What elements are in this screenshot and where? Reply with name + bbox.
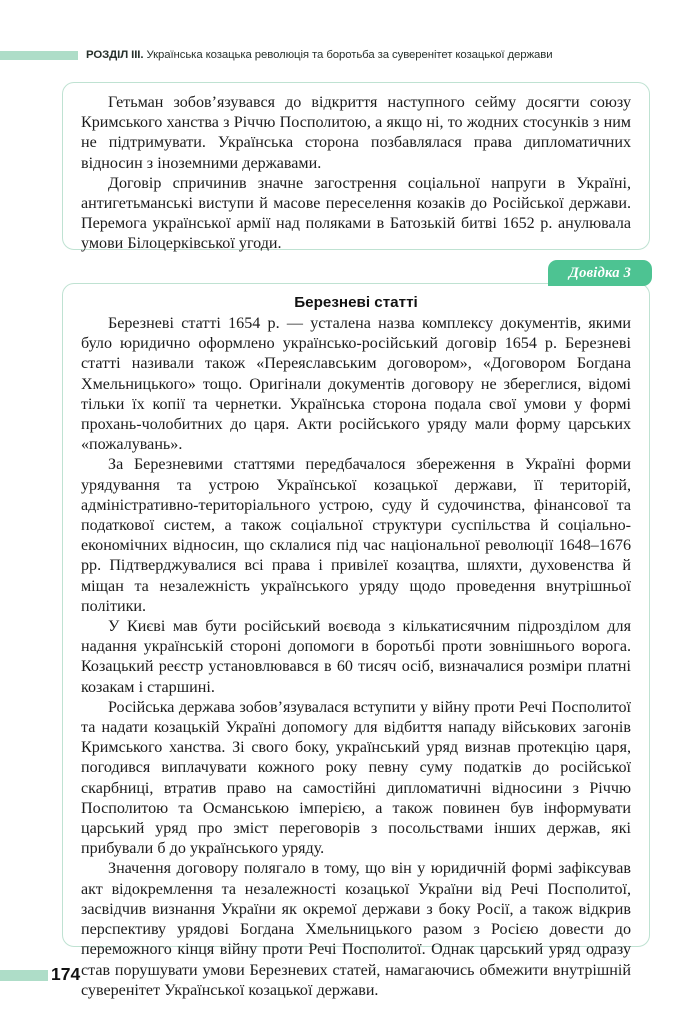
header-rule-decoration — [0, 51, 78, 60]
running-header — [0, 46, 695, 64]
header-title — [86, 49, 553, 61]
paragraph: Значення договору полягало в тому, що він у юридичній формі зафіксував акт відокремлення та незалежності козацької України від Речі Посполитої, засвідчив визнання України як окремої держави з боку Росії, а також відкрив перспективу урядові Богдана Хмельницького разом з Росією довести до переможного кінця війну проти Речі Посполитої. Однак царський уряд одразу став порушувати умови Березневих статей, намагаючись обмежити внутрішній суверенітет Української козацької держави. — [81, 860, 631, 999]
section-heading: Березневі статті — [294, 294, 418, 311]
paragraph: Договір спричинив значне загострення соціальної напруги в Україні, антигетьманські виступи й масове переселення козаків до Російської держави. Перемога української армії над поляками в Батозькій битві 1652 р. анулювала умови Білоцерківської угоди. — [81, 174, 631, 253]
folio-rule-decoration — [0, 970, 48, 981]
paragraph: У Києві мав бути російський воєвода з кількатисячним підрозділом для надання українській стороні допомоги в боротьбі проти зовнішнього ворога. Козацький реєстр установлювався в 60 тисяч осіб, визначалися розміри платні козакам і старшині. — [81, 618, 631, 696]
reference-tab-label: Довідка 3 — [568, 264, 632, 281]
reference-tab-badge — [548, 260, 652, 286]
header-chapter-label: РОЗДІЛ III. — [86, 49, 144, 61]
paragraph: Російська держава зобов’язувалася вступити у війну проти Речі Посполитої та надати козацькій Україні допомогу для відбиття нападу військових загонів Кримського ханства. Зі свого боку, український уряд визнав протекцію царя, погодився виплачувати кожного року певну суму податків до російської скарбниці, втратив право на самостійні дипломатичні відносини з Річчю Посполитою та Османською імперією, а також повинен був інформувати царський уряд про зміст переговорів з посольствами інших держав, які прибували б до українського уряду. — [81, 698, 631, 858]
page-number: 174 — [51, 964, 81, 985]
agreement-text-box — [62, 82, 650, 253]
paragraph: За Березневими статтями передбачалося збереження в Україні форми урядування та устрою Української козацької держави, її територій, адміністративно-територіального устрою, суду й судочинства, фінансової та податкової систем, а також соціальної структури суспільства й соціально-економічних відносин, що склалися під час національної революції 1648–1676 рр. Підтверджувалися всі права і привілеї козацтва, шляхти, духовенства й міщан та незалежність українського уряду щодо проведення внутрішньої політики. — [81, 456, 631, 615]
page-folio — [0, 964, 81, 985]
header-chapter-title: Українська козацька революція та боротьба за суверенітет козацької держави — [143, 49, 553, 61]
paragraph: Березневі статті 1654 р. — усталена назва комплексу документів, якими було юридично оформлено українсько-російський договір 1654 р. Березневі статті називали також «Переяславським договором», «Договором Богдана Хмельницького» тощо. Оригінали документів договору не збереглися, відомі тільки їх копії та чернетки. Українська сторона подала свої умови у формі прохань-чолобитних до царя. Акти російського уряду мали форму царських «пожалувань». — [81, 315, 631, 454]
paragraph: Гетьман зобов’язувався до відкриття наступного сейму досягти союзу Кримського ханства з Річчю Посполитою, а якщо ні, то жодних стосунків з ним не підтримувати. Українська сторона позбавлялася права дипломатичних відносин з іноземними державами. — [81, 94, 631, 172]
